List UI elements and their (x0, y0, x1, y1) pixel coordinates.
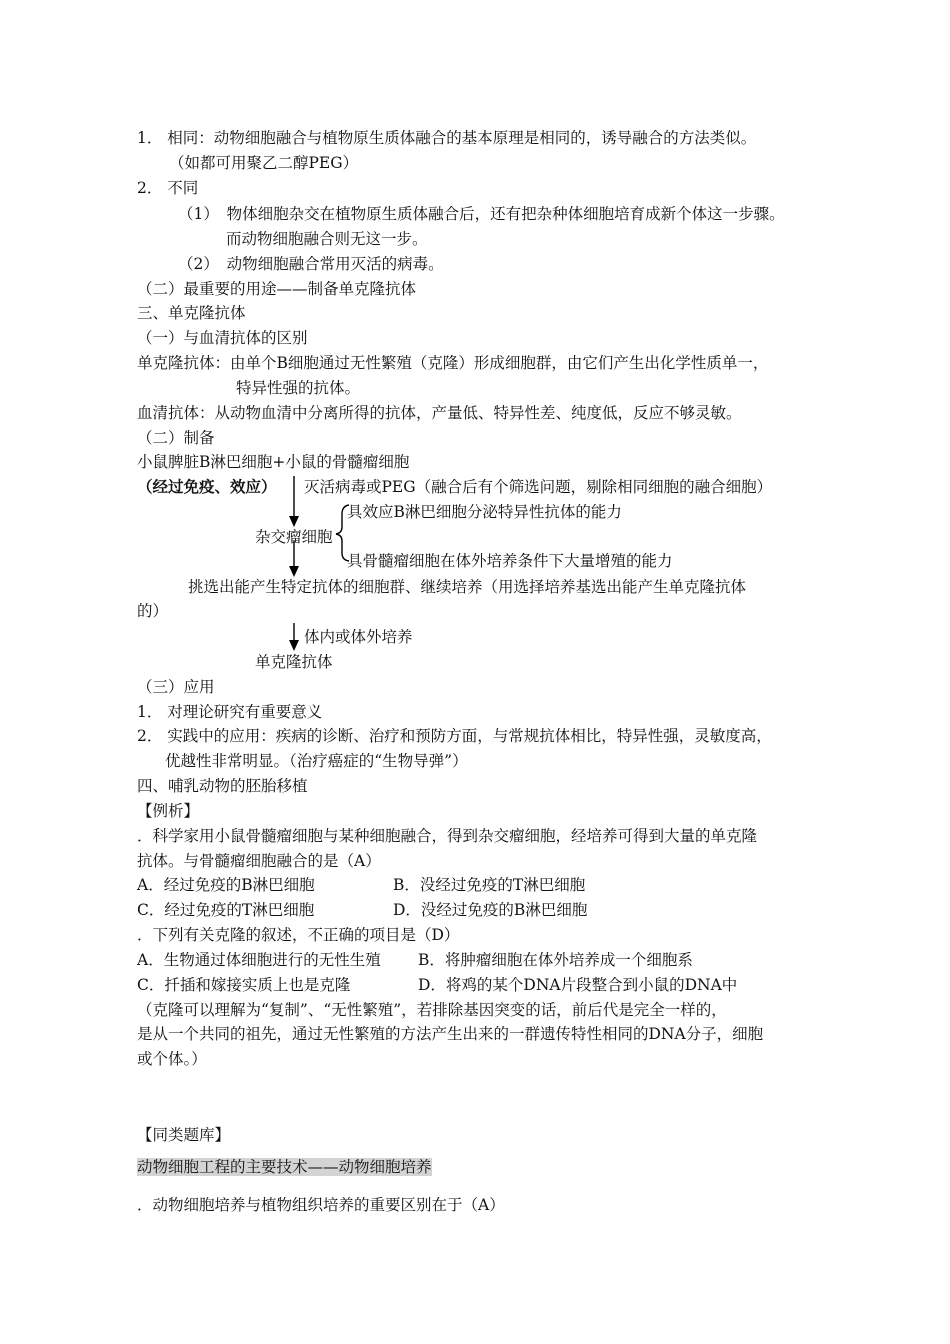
section-heading: （三）应用 (137, 678, 215, 696)
highlighted-topic-text: 动物细胞工程的主要技术——动物细胞培养 (137, 1158, 432, 1176)
flow-step-label: 灭活病毒或PEG（融合后有个筛选问题，剔除相同细胞的融合细胞） (304, 478, 773, 496)
question-text: ．科学家用小鼠骨髓瘤细胞与某种细胞融合，得到杂交瘤细胞，经培养可得到大量的单克隆 (137, 827, 758, 845)
option-text: A．生物通过体细胞进行的无性生殖 (137, 951, 381, 969)
flow-branch-label: 具骨髓瘤细胞在体外培养条件下大量增殖的能力 (347, 552, 673, 570)
question-text: ．下列有关克隆的叙述，不正确的项目是（D） (137, 926, 460, 944)
question-text: ．动物细胞培养与植物组织培养的重要区别在于（A） (137, 1196, 505, 1214)
explanation-text: （克隆可以理解为“复制”、“无性繁殖”，若排除基因突变的话，前后代是完全一样的， (137, 1001, 727, 1019)
text-line: 优越性非常明显。（治疗癌症的“生物导弹”） (165, 752, 468, 770)
text-line: （2） 动物细胞融合常用灭活的病毒。 (178, 255, 444, 273)
option-text: C．扦插和嫁接实质上也是克隆 (137, 976, 351, 994)
text-line: （1） 物体细胞杂交在植物原生质体融合后，还有把杂种体细胞培育成新个体这一步骤。 (178, 205, 785, 223)
section-heading: 四、哺乳动物的胚胎移植 (137, 777, 308, 795)
arrow-head (289, 566, 299, 577)
text-line: 单克隆抗体：由单个B细胞通过无性繁殖（克隆）形成细胞群，由它们产生出化学性质单一， (137, 354, 769, 372)
curly-brace (336, 505, 349, 561)
text-line: 2． 实践中的应用：疾病的诊断、治疗和预防方面，与常规抗体相比，特异性强，灵敏度高， (137, 727, 772, 745)
option-text: A．经过免疫的B淋巴细胞 (137, 876, 315, 894)
text-line: 血清抗体：从动物血清中分离所得的抗体，产量低、特异性差、纯度低，反应不够灵敏。 (137, 404, 742, 422)
arrow-head (289, 516, 299, 527)
text-line: 1． 对理论研究有重要意义 (137, 703, 323, 721)
section-heading: （一）与血清抗体的区别 (137, 329, 308, 347)
section-heading: （二）制备 (137, 429, 215, 447)
flow-branch-label: 具效应B淋巴细胞分泌特异性抗体的能力 (347, 503, 622, 521)
flow-node: 单克隆抗体 (255, 653, 333, 671)
highlighted-topic (137, 1157, 432, 1177)
arrow-head (289, 640, 299, 651)
text-line: 而动物细胞融合则无这一步。 (226, 230, 428, 248)
option-text: D．没经过免疫的B淋巴细胞 (393, 901, 588, 919)
flow-step-label: 体内或体外培养 (304, 628, 413, 646)
explanation-text: 或个体。） (137, 1050, 207, 1068)
explanation-text: 是从一个共同的祖先，通过无性繁殖的方法产生出来的一群遗传特性相同的DNA分子，细胞 (137, 1025, 764, 1043)
section-heading: （二）最重要的用途——制备单克隆抗体 (137, 280, 417, 298)
option-text: B．将肿瘤细胞在体外培养成一个细胞系 (418, 951, 693, 969)
text-line: 1． 相同：动物细胞融合与植物原生质体融合的基本原理是相同的，诱导融合的方法类似。 (137, 129, 757, 147)
flow-node: 杂交瘤细胞 (255, 528, 333, 546)
bold-annotation: （经过免疫、效应） (137, 477, 277, 496)
flow-node: 挑选出能产生特定抗体的细胞群、继续培养（用选择培养基选出能产生单克隆抗体 (188, 578, 747, 596)
section-heading: 【例析】 (137, 802, 200, 820)
option-text: D．将鸡的某个DNA片段整合到小鼠的DNA中 (418, 976, 738, 994)
text-line: （如都可用聚乙二醇PEG） (169, 154, 359, 172)
section-heading: 【同类题库】 (137, 1126, 231, 1144)
text-line: 特异性强的抗体。 (236, 379, 361, 397)
question-text: 抗体。与骨髓瘤细胞融合的是（A） (137, 852, 381, 870)
option-text: C．经过免疫的T淋巴细胞 (137, 901, 315, 919)
text-line: 2． 不同 (137, 179, 199, 197)
text-line: 小鼠脾脏B淋巴细胞+小鼠的骨髓瘤细胞 (137, 453, 410, 471)
text-line: 的） (137, 602, 169, 620)
section-heading: 三、单克隆抗体 (137, 304, 246, 322)
option-text: B．没经过免疫的T淋巴细胞 (393, 876, 586, 894)
